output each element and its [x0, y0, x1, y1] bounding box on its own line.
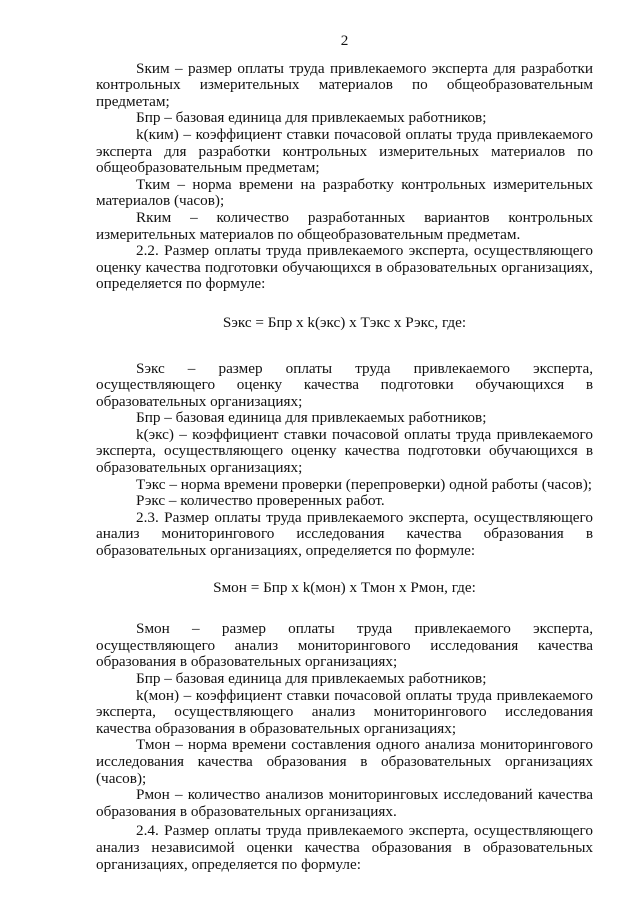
definition-bpr-3: Бпр – базовая единица для привлекаемых работников; [136, 670, 487, 687]
definition-bpr-2: Бпр – базовая единица для привлекаемых работников; [136, 409, 487, 427]
definition-tmon: Тмон – норма времени составления одного анализа мониторингового исследования качества образования в образовательных организациях (часов); [96, 736, 593, 787]
definition-rmon: Рмон – количество анализов мониторинговых исследований качества образования в образовательных организациях. [96, 786, 593, 820]
definition-smon: Sмон – размер оплаты труда привлекаемого эксперта, осуществляющего анализ мониторингового исследования качества образования в образовательных организациях; [96, 620, 593, 671]
definition-tkim: Тким – норма времени на разработку контрольных измерительных материалов (часов); [96, 175, 593, 210]
definition-skim: Sким – размер оплаты труда привлекаемого эксперта для разработки контрольных измерительных материалов по общеобразовательным предметам; [96, 59, 593, 110]
definition-k-mon: k(мон) – коэффициент ставки почасовой оплаты труда привлекаемого эксперта, осуществляющего анализ мониторингового исследования качества образования в образовательных организациях; [96, 686, 593, 737]
definition-rkim: Rким – количество разработанных вариантов контрольных измерительных материалов по общеобразовательным предметам. [96, 208, 593, 243]
section-2-2: 2.2. Размер оплаты труда привлекаемого эксперта, осуществляющего оценку качества подготовки обучающихся в образовательных организациях, определяется по формуле: [96, 242, 593, 293]
definition-k-kim: k(ким) – коэффициент ставки почасовой оплаты труда привлекаемого эксперта для разработки контрольных измерительных материалов по общеобразовательным предметам; [96, 125, 593, 177]
section-2-3: 2.3. Размер оплаты труда привлекаемого эксперта, осуществляющего анализ мониторингового исследования качества образования в образовательных организациях, определяется по формуле: [96, 508, 593, 560]
definition-rexs: Рэкс – количество проверенных работ. [136, 492, 385, 510]
definition-texs: Тэкс – норма времени проверки (перепроверки) одной работы (часов); [136, 475, 592, 493]
page-number: 2 [340, 32, 349, 49]
formula-smon: Sмон = Бпр x k(мон) x Тмон x Рмон, где: [213, 578, 476, 596]
definition-sexs: Sэкс – размер оплаты труда привлекаемого эксперта, осуществляющего оценку качества подготовки обучающихся в образовательных организациях; [96, 359, 593, 410]
section-2-4: 2.4. Размер оплаты труда привлекаемого эксперта, осуществляющего анализ независимой оценки качества образования в образовательных организациях, определяется по формуле: [96, 822, 593, 873]
definition-bpr: Бпр – базовая единица для привлекаемых работников; [136, 109, 487, 127]
formula-sexs: Sэкс = Бпр x k(экс) x Тэкс x Рэкс, где: [222, 313, 467, 331]
definition-k-exs: k(экс) – коэффициент ставки почасовой оплаты труда привлекаемого эксперта, осуществляющего оценку качества подготовки обучающихся в образовательных организациях; [96, 425, 593, 477]
